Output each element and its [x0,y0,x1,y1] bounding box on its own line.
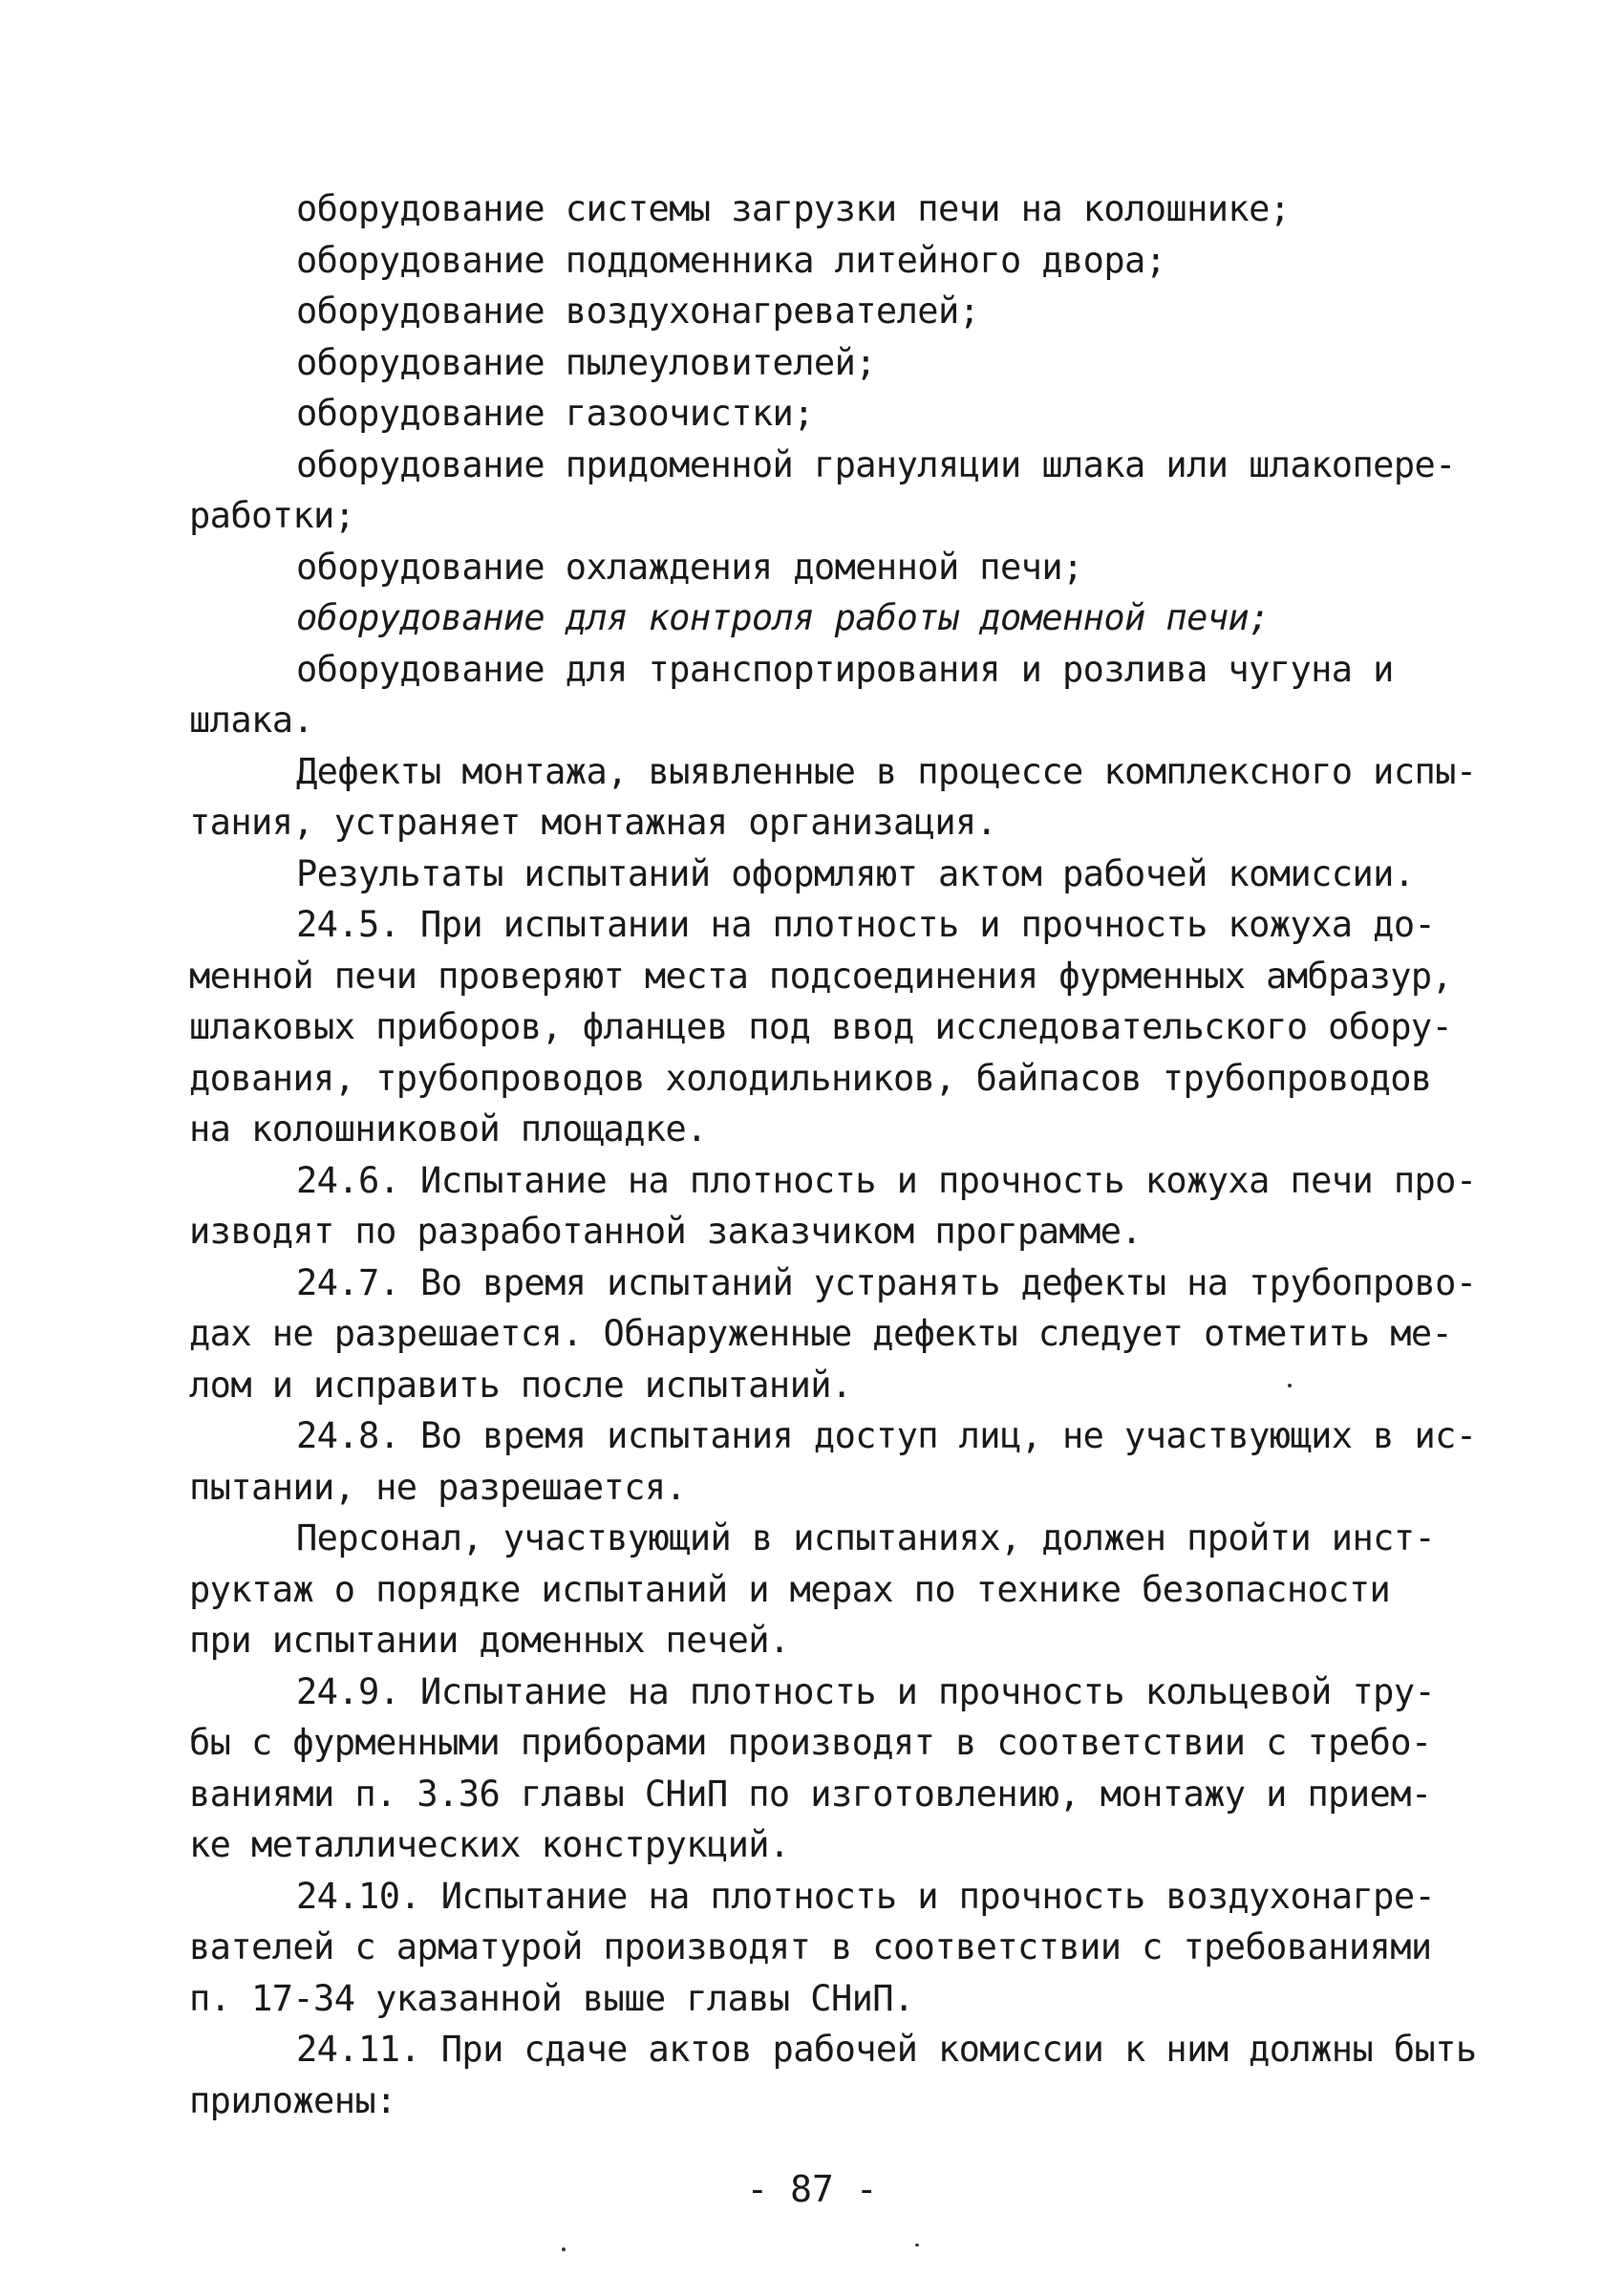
text-line: лом и исправить после испытаний. [189,1364,852,1406]
text-line: оборудование охлаждения доменной печи; [296,546,1083,588]
text-line: 24.10. Испытание на плотность и прочность воздухонагре- [296,1875,1436,1917]
text-line: бы с фурменными приборами производят в соответствии с требо- [189,1722,1432,1763]
scan-speck [915,2244,919,2247]
text-line: 24.8. Во время испытания доступ лиц, не участвующих в ис- [296,1415,1477,1456]
text-line: дования, трубопроводов холодильников, байпасов трубопроводов [189,1057,1432,1099]
text-line: менной печи проверяют места подсоединения фурменных амбразур, [189,955,1453,997]
text-line: 24.6. Испытание на плотность и прочность кожуха печи про- [296,1159,1477,1201]
scan-speck [1288,1384,1292,1387]
text-line: Результаты испытаний оформляют актом рабочей комиссии. [296,852,1415,894]
text-line: оборудование придоменной грануляции шлака или шлакопере- [296,443,1456,485]
text-line: оборудование поддоменника литейного двора; [296,239,1166,281]
text-line: руктаж о порядке испытаний и мерах по технике безопасности [189,1568,1391,1610]
text-line: Персонал, участвующий в испытаниях, должен пройти инст- [296,1517,1436,1559]
text-line: вателей с арматурой производят в соответствии с требованиями [189,1926,1432,1967]
text-line: 24.11. При сдаче актов рабочей комиссии к ним должны быть [296,2029,1477,2070]
text-line: изводят по разработанной заказчиком программе. [189,1211,1143,1252]
text-line: на колошниковой площадке. [189,1108,707,1150]
text-line: оборудование газоочистки; [296,393,814,434]
text-line: 24.5. При испытании на плотность и прочность кожуха до- [296,904,1436,945]
page-number: - 87 - [746,2168,878,2210]
text-line: ваниями п. 3.36 главы СНиП по изготовлению, монтажу и прием- [189,1773,1432,1815]
text-line: шлака. [189,699,314,741]
text-line: оборудование для транспортирования и розлива чугуна и [296,648,1394,690]
text-line: оборудование системы загрузки печи на колошнике; [296,188,1291,229]
text-line: дах не разрешается. Обнаруженные дефекты следует отметить ме- [189,1313,1453,1354]
text-line: ке металлических конструкций. [189,1824,790,1865]
text-line: пытании, не разрешается. [189,1466,687,1508]
text-line: оборудование пылеуловителей; [296,341,876,383]
text-line: 24.9. Испытание на плотность и прочность кольцевой тру- [296,1670,1436,1712]
text-line: при испытании доменных печей. [189,1620,790,1661]
text-line: оборудование для контроля работы доменной печи; [296,597,1270,638]
text-line: приложены: [189,2079,396,2121]
text-line: п. 17-34 указанной выше главы СНиП. [189,1977,914,2019]
scan-speck [562,2247,566,2251]
text-line: 24.7. Во время испытаний устранять дефекты на трубопрово- [296,1261,1477,1303]
text-line: тания, устраняет монтажная организация. [189,802,997,843]
text-line: Дефекты монтажа, выявленные в процессе комплексного испы- [296,750,1477,792]
body-text [189,183,1488,2126]
text-line: работки; [189,495,355,536]
text-line: оборудование воздухонагревателей; [296,290,980,332]
text-line: шлаковых приборов, фланцев под ввод исследовательского обору- [189,1006,1453,1047]
